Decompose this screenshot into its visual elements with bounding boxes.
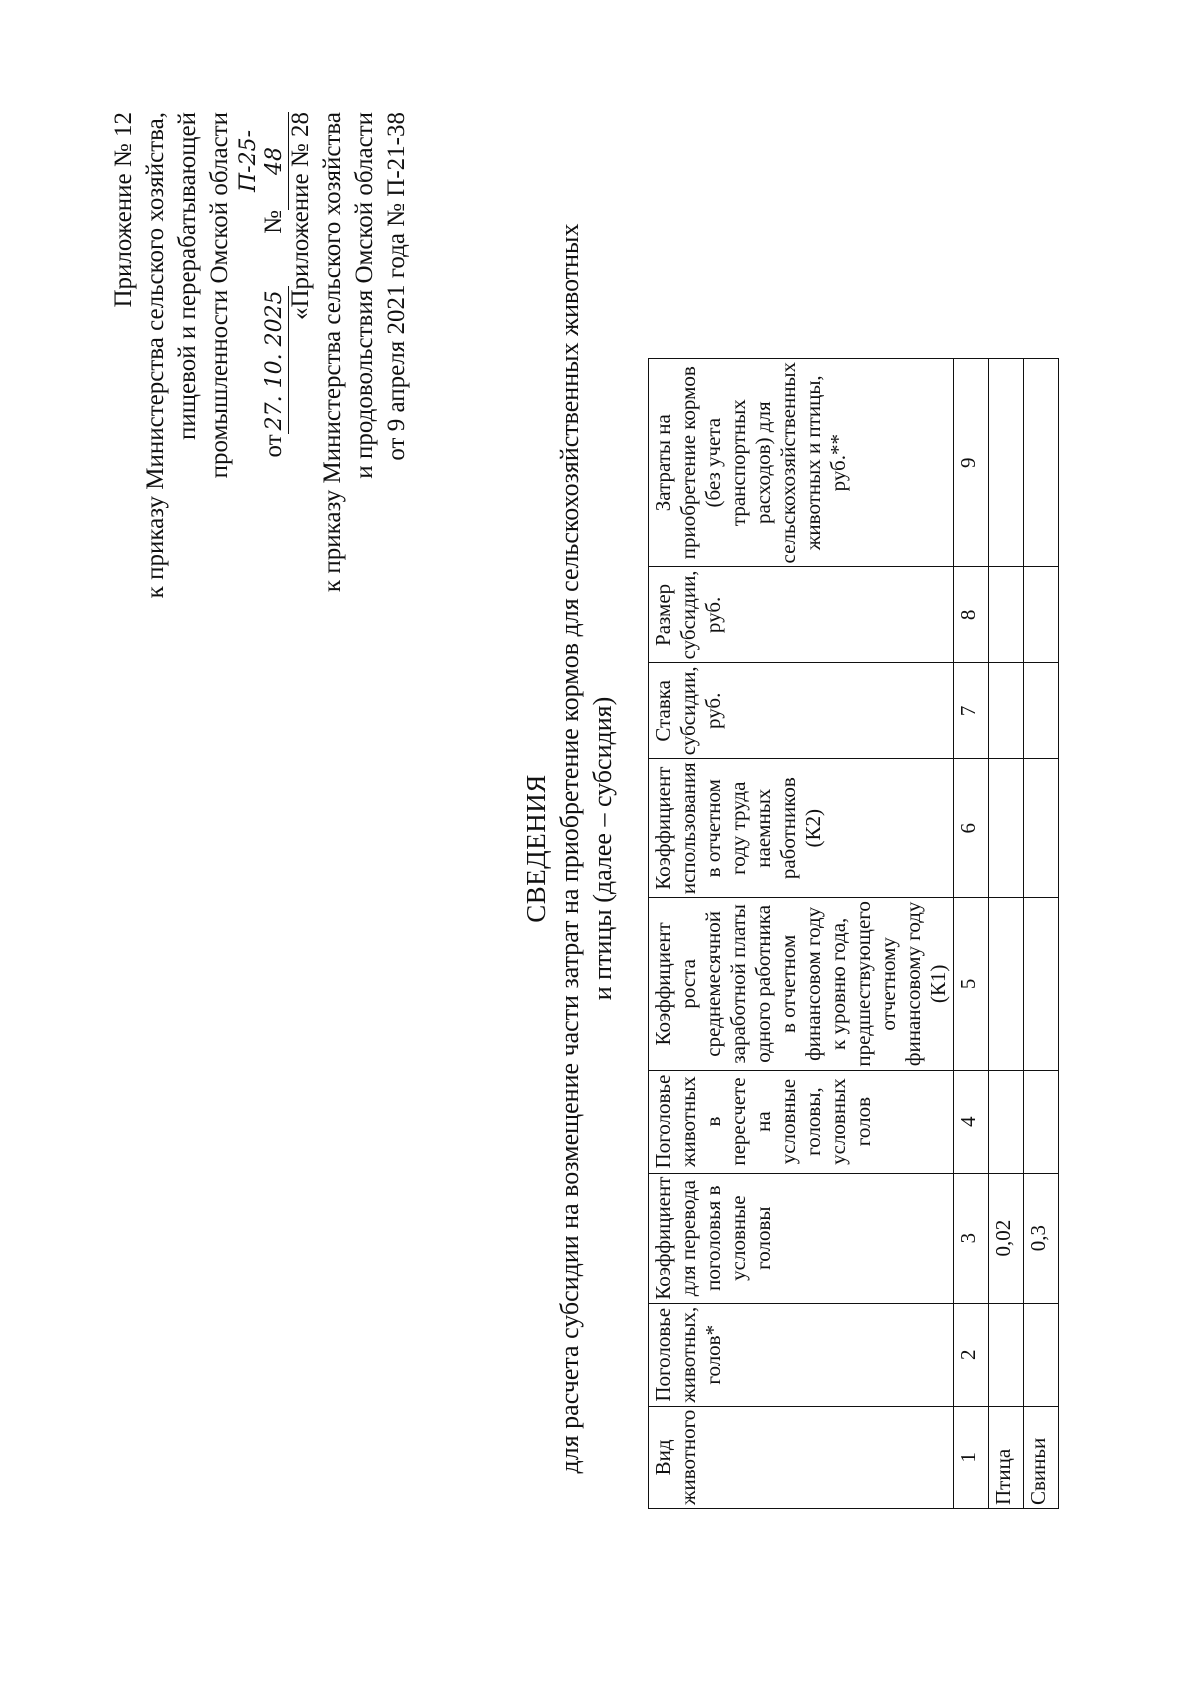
title-heading: СВЕДЕНИЯ <box>521 774 551 923</box>
table-cell <box>1024 759 1059 898</box>
table-cell <box>989 1303 1024 1406</box>
header-animal-type: Вид животного <box>649 1406 954 1508</box>
table-cell <box>1024 358 1059 566</box>
header-conventional-heads: Поголовье животных в пересчете на условные головы, условных голов <box>649 1070 954 1173</box>
date-prefix: от <box>260 434 287 458</box>
annex-original-header <box>285 112 413 1512</box>
document-title <box>520 0 619 1697</box>
header-labor-coefficient: Коэффициент использования в отчетном году труда наемных работников (К2) <box>649 759 954 898</box>
header-feed-costs: Затраты на приобретение кормов (без учета транспортных расходов) для сельскохозяйственных животных и птицы, руб.** <box>649 358 954 566</box>
table-cell: 0,02 <box>989 1173 1024 1303</box>
column-number: 4 <box>954 1070 989 1173</box>
column-number: 2 <box>954 1303 989 1406</box>
annex-original-line1: «Приложение № 28 <box>287 112 314 321</box>
table-cell <box>1024 1303 1059 1406</box>
annex-current-line2: к приказу Министерства сельского хозяйства, <box>142 112 169 599</box>
header-wage-growth-coefficient: Коэффициент роста среднемесячной заработной платы одного работника в отчетном финансовом году к уровню года, предшествующего отчетному финансовому году (К1) <box>649 898 954 1070</box>
table-cell: 0,3 <box>1024 1173 1059 1303</box>
table-cell <box>989 663 1024 759</box>
column-number: 6 <box>954 759 989 898</box>
date-handwritten: 27. 10. 2025 <box>262 286 289 434</box>
column-number: 7 <box>954 663 989 759</box>
table-header-row <box>649 358 954 1508</box>
table-row <box>989 358 1024 1508</box>
title-line2: и птицы (далее – субсидия) <box>588 696 617 1001</box>
number-prefix: № <box>260 210 287 234</box>
annex-current-line1: Приложение № 12 <box>110 112 137 308</box>
number-handwritten: П-25-48 <box>236 112 289 210</box>
annex-original-line3: и продовольствия Омской области <box>351 112 378 479</box>
annex-current-line3: пищевой и перерабатывающей <box>174 112 201 441</box>
header-subsidy-amount: Размер субсидии, руб. <box>649 567 954 663</box>
column-number: 5 <box>954 898 989 1070</box>
annex-current-header <box>108 112 290 1512</box>
table-cell: Птица <box>989 1406 1024 1508</box>
column-number: 9 <box>954 358 989 566</box>
table-cell <box>1024 1070 1059 1173</box>
column-number: 8 <box>954 567 989 663</box>
table-number-row <box>954 358 989 1508</box>
column-number: 3 <box>954 1173 989 1303</box>
annex-current-line4: промышленности Омской области <box>206 112 233 479</box>
header-conversion-coefficient: Коэффициент для перевода поголовья в условные головы <box>649 1173 954 1303</box>
annex-original-line4: от 9 апреля 2021 года № П-21-38 <box>383 112 410 461</box>
table-cell <box>989 1070 1024 1173</box>
header-livestock-heads: Поголовье животных, голов* <box>649 1303 954 1406</box>
table-cell: Свиньи <box>1024 1406 1059 1508</box>
subsidy-table <box>648 358 1059 1509</box>
table-cell <box>989 759 1024 898</box>
table-row <box>1024 358 1059 1508</box>
header-subsidy-rate: Ставка субсидии, руб. <box>649 663 954 759</box>
table-cell <box>989 898 1024 1070</box>
column-number: 1 <box>954 1406 989 1508</box>
table-cell <box>989 358 1024 566</box>
annex-original-line2: к приказу Министерства сельского хозяйства <box>319 112 346 593</box>
title-line1: для расчета субсидии на возмещение части затрат на приобретение кормов для сельскохозяйственных животных <box>555 223 584 1474</box>
table-cell <box>989 567 1024 663</box>
annex-current-date-line <box>236 112 290 1512</box>
table-cell <box>1024 567 1059 663</box>
table-cell <box>1024 898 1059 1070</box>
table-cell <box>1024 663 1059 759</box>
